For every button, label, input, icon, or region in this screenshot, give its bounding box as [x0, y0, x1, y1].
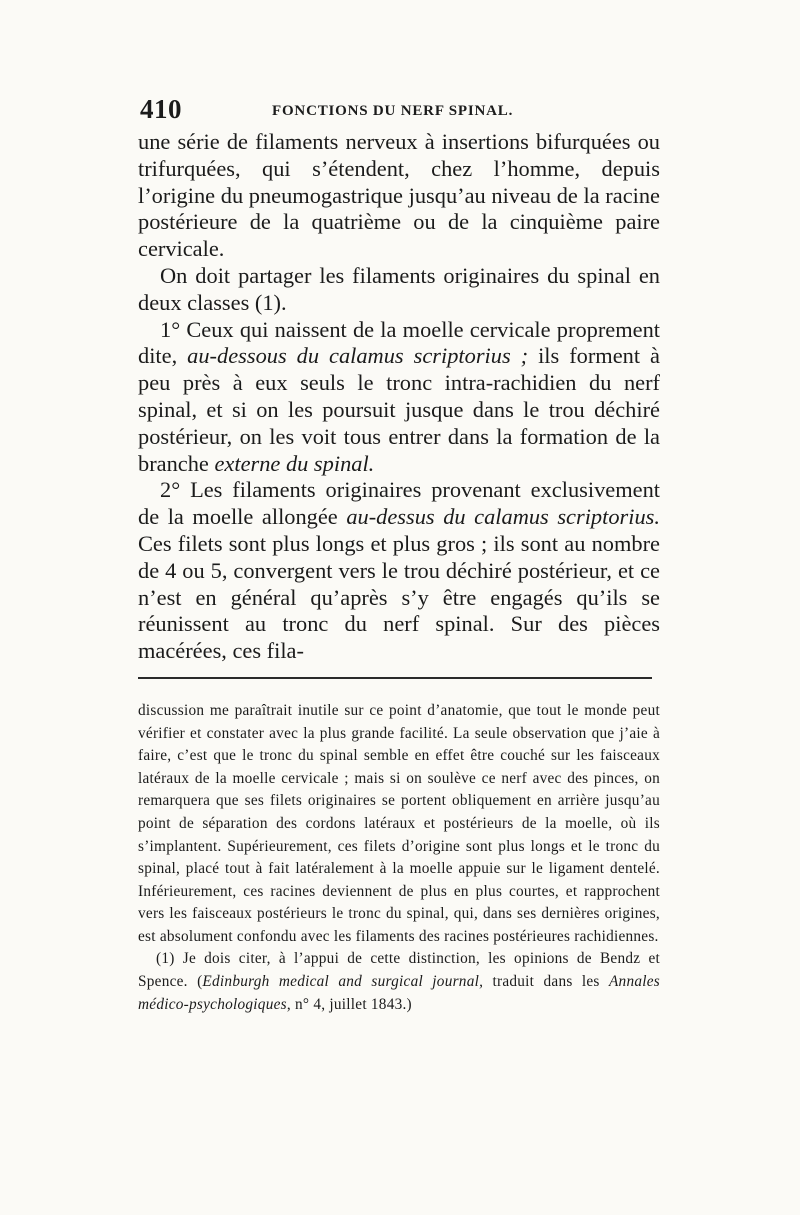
- paragraph-4-text-b: Ces filets sont plus longs et plus gros ; ils sont au nombre de 4 ou 5, convergent vers le trou déchiré postérieur, et ce n’est en général qu’après s’y être engagés qu’ils se réunissent au tronc du nerf spinal. Sur des pièces macérées, ces fila-: [138, 530, 660, 664]
- paragraph-2: On doit partager les filaments originaires du spinal en deux classes (1).: [138, 262, 660, 315]
- footnote-1: [138, 948, 660, 1016]
- paragraph-3-italic-b: externe du spinal.: [214, 450, 375, 476]
- paragraph-4-text-a: 2° Les filaments originaires provenant exclusivement de la moelle allongée: [138, 477, 660, 530]
- footnote-1-journal: Edinburgh medical and surgical journal,: [202, 973, 484, 991]
- footnote-1-text-b: traduit dans les: [483, 973, 609, 991]
- paragraph-3-italic-a: au-dessous du calamus scriptorius ;: [187, 343, 529, 369]
- footnote-1-annales: Annales médico-psychologiques: [138, 973, 660, 1013]
- footnote-separator: [138, 677, 652, 679]
- footnote-continuation: discussion me paraîtrait inutile sur ce point d’anatomie, que tout le monde peut vérifier et constater avec la plus grande facilité. La seule observation que j’aie à faire, c’est que le tronc du spinal semble en effet être couché sur les faisceaux latéraux de la moelle cervicale ; mais si on soulève ce nerf avec des pinces, on remarquera que ses filets originaires se portent obliquement en arrière jusqu’au point de séparation des cordons latéraux et postérieurs de la moelle, où ils s’implantent. Supérieurement, ces filets d’origine sont plus longs et le tronc du spinal, placé tout à fait latéralement à la moelle appuie sur le ligament dentelé. Inférieurement, ces racines deviennent de plus en plus courtes, et rapprochent vers les faisceaux postérieurs le tronc du spinal, qui, dans ses dernières origines, est absolument confondu avec les filaments des racines postérieures rachidiennes.: [138, 701, 660, 945]
- paragraph-1: une série de filaments nerveux à insertions bifurquées ou trifurquées, qui s’étendent, chez l’homme, depuis l’origine du pneumogastrique jusqu’au niveau de la racine postérieure de la quatrième ou de la cinquième paire cervicale.: [138, 129, 660, 262]
- running-title: FONCTIONS DU NERF SPINAL.: [272, 103, 514, 119]
- paragraph-3: [138, 317, 660, 478]
- footnotes: [138, 700, 660, 1016]
- footnote-1-text-c: , n° 4, juillet 1843.): [286, 995, 412, 1013]
- footnote-1-text-a: (1) Je dois citer, à l’appui de cette distinction, les opinions de Bendz et Spence. (: [138, 950, 660, 991]
- book-page: [138, 88, 660, 1016]
- paragraph-3-text-b: ils forment à peu près à eux seuls le tronc intra-rachidien du nerf spinal, et si on les poursuit jusque dans le trou déchiré postérieur, on les voit tous entrer dans la formation de la branche: [138, 343, 660, 476]
- paragraph-4-italic: au-dessus du calamus scriptorius.: [346, 504, 660, 530]
- page-number: 410: [140, 94, 182, 124]
- page-header: [138, 88, 660, 128]
- main-text: [138, 129, 660, 665]
- paragraph-4: [138, 477, 660, 665]
- paragraph-3-text-a: 1° Ceux qui naissent de la moelle cervicale proprement dite,: [138, 316, 660, 369]
